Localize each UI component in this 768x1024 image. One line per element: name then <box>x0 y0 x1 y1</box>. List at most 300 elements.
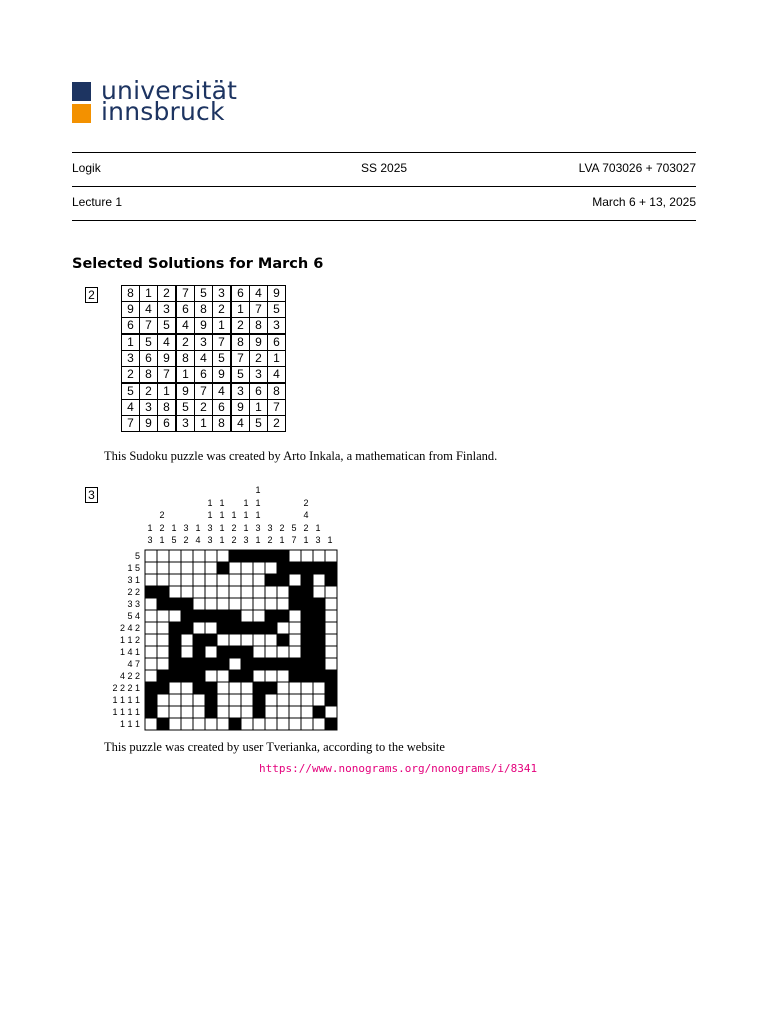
lecture-label: Lecture 1 <box>72 195 123 209</box>
nonogram-cell-filled <box>289 670 301 682</box>
course-name: Logik <box>72 161 101 175</box>
nonogram-cell-empty <box>145 634 157 646</box>
nonogram-cell-empty <box>205 574 217 586</box>
logo-text-line1: universität <box>101 76 238 105</box>
nonogram-cell-filled <box>253 706 265 718</box>
nonogram-cell-empty <box>145 598 157 610</box>
nonogram-cell-empty <box>289 610 301 622</box>
nonogram-cell-filled <box>193 670 205 682</box>
column-clue: 1 <box>147 522 153 533</box>
sudoku-cell: 9 <box>195 318 213 335</box>
sudoku-cell: 1 <box>268 351 286 367</box>
column-clue: 1 <box>219 522 225 533</box>
column-clue: 1 <box>159 535 165 545</box>
nonogram-cell-empty <box>289 718 301 730</box>
row-clue: 4 7 <box>127 659 140 669</box>
nonogram-cell-empty <box>229 694 241 706</box>
nonogram-cell-empty <box>157 550 169 562</box>
sudoku-cell: 8 <box>122 286 140 302</box>
nonogram-cell-empty <box>241 610 253 622</box>
nonogram-cell-empty <box>277 694 289 706</box>
column-clue: 2 <box>159 510 165 520</box>
row-clue: 4 2 2 <box>119 671 140 681</box>
sudoku-caption: This Sudoku puzzle was created by Arto Inkala, a mathematican from Finland. <box>104 449 498 463</box>
nonogram-cell-empty <box>325 610 337 622</box>
nonogram-cell-empty <box>289 646 301 658</box>
sudoku-cell: 7 <box>231 351 250 367</box>
column-clue: 2 <box>267 535 273 545</box>
nonogram-cell-empty <box>325 634 337 646</box>
nonogram-cell-empty <box>217 694 229 706</box>
sudoku-cell: 4 <box>213 383 232 400</box>
nonogram-cell-empty <box>265 598 277 610</box>
nonogram-cell-filled <box>313 658 325 670</box>
nonogram-cell-filled <box>301 562 313 574</box>
nonogram-cell-empty <box>265 670 277 682</box>
sudoku-cell: 1 <box>213 318 232 335</box>
nonogram-cell-empty <box>217 598 229 610</box>
sudoku-cell: 5 <box>231 367 250 384</box>
sudoku-row <box>122 318 286 335</box>
nonogram-cell-empty <box>277 586 289 598</box>
sudoku-cell: 3 <box>140 400 158 416</box>
nonogram-cell-filled <box>241 550 253 562</box>
nonogram-cell-filled <box>325 718 337 730</box>
sudoku-cell: 3 <box>231 383 250 400</box>
sudoku-cell: 7 <box>122 416 140 432</box>
sudoku-cell: 4 <box>195 351 213 367</box>
column-clue: 7 <box>291 535 297 545</box>
nonogram-cell-filled <box>205 694 217 706</box>
nonogram-cell-empty <box>229 706 241 718</box>
row-clue: 2 2 <box>127 587 140 597</box>
column-clue: 1 <box>219 510 225 520</box>
sudoku-cell: 4 <box>140 302 158 318</box>
nonogram-cell-empty <box>157 694 169 706</box>
nonogram-cell-empty <box>241 562 253 574</box>
nonogram-cell-empty <box>241 718 253 730</box>
nonogram-cell-filled <box>145 694 157 706</box>
row-clue: 1 1 1 1 <box>112 707 140 717</box>
nonogram-cell-empty <box>313 550 325 562</box>
nonogram-cell-filled <box>193 610 205 622</box>
nonogram-cell-empty <box>193 694 205 706</box>
nonogram-cell-filled <box>277 634 289 646</box>
nonogram-cell-empty <box>265 706 277 718</box>
nonogram-cell-filled <box>277 610 289 622</box>
nonogram-cell-empty <box>265 562 277 574</box>
nonogram-cell-empty <box>253 634 265 646</box>
nonogram-cell-empty <box>229 658 241 670</box>
nonogram-cell-filled <box>169 634 181 646</box>
nonogram-cell-filled <box>229 550 241 562</box>
nonogram-cell-empty <box>289 694 301 706</box>
nonogram-cell-filled <box>193 646 205 658</box>
nonogram-cell-empty <box>277 622 289 634</box>
nonogram-cell-empty <box>253 670 265 682</box>
sudoku-cell: 1 <box>231 302 250 318</box>
nonogram-cell-empty <box>169 610 181 622</box>
nonogram-cell-empty <box>181 682 193 694</box>
nonogram-cell-empty <box>157 562 169 574</box>
nonogram-cell-filled <box>169 622 181 634</box>
nonogram-cell-empty <box>277 646 289 658</box>
nonogram-cell-empty <box>229 586 241 598</box>
column-clue: 1 <box>279 535 285 545</box>
sudoku-cell: 3 <box>268 318 286 335</box>
sudoku-cell: 8 <box>176 351 195 367</box>
nonogram-cell-empty <box>217 682 229 694</box>
nonogram-cell-empty <box>301 682 313 694</box>
column-clue: 1 <box>243 510 249 520</box>
nonogram-cell-filled <box>229 610 241 622</box>
sudoku-cell: 5 <box>213 351 232 367</box>
nonogram-cell-filled <box>193 634 205 646</box>
sudoku-cell: 4 <box>176 318 195 335</box>
nonogram-cell-empty <box>157 634 169 646</box>
logo-orange-square <box>72 104 91 123</box>
nonogram-cell-filled <box>181 670 193 682</box>
sudoku-cell: 9 <box>250 334 268 351</box>
sudoku-cell: 6 <box>158 416 177 432</box>
nonogram-cell-empty <box>217 718 229 730</box>
sudoku-cell: 3 <box>158 302 177 318</box>
sudoku-cell: 5 <box>140 334 158 351</box>
nonogram-cell-filled <box>301 598 313 610</box>
column-clue: 1 <box>243 522 249 533</box>
sudoku-cell: 9 <box>122 302 140 318</box>
nonogram-cell-filled <box>325 670 337 682</box>
sudoku-cell: 2 <box>268 416 286 432</box>
section-title: Selected Solutions for March 6 <box>72 256 324 272</box>
nonogram-cell-empty <box>277 682 289 694</box>
nonogram-cell-filled <box>241 622 253 634</box>
nonogram-cell-filled <box>181 622 193 634</box>
column-clue: 1 <box>219 497 225 508</box>
nonogram-cell-empty <box>217 550 229 562</box>
sudoku-cell: 2 <box>195 400 213 416</box>
nonogram-cell-empty <box>313 586 325 598</box>
nonogram-cell-filled <box>265 658 277 670</box>
nonogram-cell-empty <box>217 670 229 682</box>
nonogram-cell-filled <box>313 670 325 682</box>
nonogram-cell-filled <box>181 598 193 610</box>
nonogram-cell-empty <box>253 610 265 622</box>
nonogram-cell-empty <box>229 574 241 586</box>
row-clue: 1 1 2 <box>119 635 140 645</box>
nonogram-cell-empty <box>181 634 193 646</box>
column-clue: 3 <box>183 522 189 533</box>
column-clue: 3 <box>255 522 261 533</box>
nonogram-cell-filled <box>289 598 301 610</box>
nonogram-cell-filled <box>145 706 157 718</box>
nonogram-cell-empty <box>289 706 301 718</box>
sudoku-row <box>122 286 286 302</box>
nonogram-cell-filled <box>277 550 289 562</box>
nonogram-cell-filled <box>325 694 337 706</box>
nonogram-cell-empty <box>265 694 277 706</box>
column-clue: 2 <box>159 522 165 533</box>
nonogram-cell-empty <box>229 682 241 694</box>
nonogram-cell-empty <box>205 598 217 610</box>
nonogram-cell-filled <box>277 574 289 586</box>
nonogram-cell-empty <box>181 586 193 598</box>
nonogram-cell-empty <box>313 682 325 694</box>
sudoku-cell: 3 <box>176 416 195 432</box>
nonogram-cell-filled <box>301 634 313 646</box>
sudoku-cell: 1 <box>176 367 195 384</box>
nonogram-cell-empty <box>169 718 181 730</box>
nonogram-cell-filled <box>325 562 337 574</box>
sudoku-cell: 9 <box>231 400 250 416</box>
nonogram-cell-empty <box>277 598 289 610</box>
sudoku-cell: 7 <box>213 334 232 351</box>
sudoku-cell: 6 <box>140 351 158 367</box>
nonogram-cell-filled <box>157 718 169 730</box>
nonogram-cell-empty <box>301 706 313 718</box>
column-clue: 1 <box>255 485 261 495</box>
nonogram-cell-filled <box>289 658 301 670</box>
nonogram-cell-empty <box>325 706 337 718</box>
nonogram-cell-empty <box>169 586 181 598</box>
nonogram-cell-empty <box>265 586 277 598</box>
row-clue: 3 1 <box>127 575 140 585</box>
nonogram-cell-filled <box>301 574 313 586</box>
nonogram-cell-empty <box>217 574 229 586</box>
sudoku-cell: 2 <box>250 351 268 367</box>
sudoku-cell: 6 <box>213 400 232 416</box>
exercise-2-number: 2 <box>85 287 98 303</box>
nonogram-cell-filled <box>301 658 313 670</box>
nonogram-cell-filled <box>229 718 241 730</box>
header-rule-bottom <box>72 220 696 221</box>
nonogram-cell-empty <box>157 574 169 586</box>
column-clue: 1 <box>243 497 249 508</box>
row-clue: 1 5 <box>127 563 140 573</box>
nonogram-cell-filled <box>313 706 325 718</box>
nonogram-cell-empty <box>193 550 205 562</box>
nonogram-cell-empty <box>181 694 193 706</box>
nonogram-cell-empty <box>169 706 181 718</box>
nonogram-cell-empty <box>193 718 205 730</box>
sudoku-cell: 8 <box>158 400 177 416</box>
column-clue: 3 <box>243 535 249 545</box>
column-clue: 1 <box>255 510 261 520</box>
nonogram-cell-filled <box>301 610 313 622</box>
nonogram-cell-filled <box>301 646 313 658</box>
sudoku-cell: 3 <box>122 351 140 367</box>
row-clue: 1 1 1 1 <box>112 695 140 705</box>
nonogram-cell-filled <box>253 622 265 634</box>
nonogram-cell-empty <box>301 694 313 706</box>
column-clue: 3 <box>267 522 273 533</box>
nonogram-cell-filled <box>289 586 301 598</box>
nonogram-cell-filled <box>301 622 313 634</box>
nonogram-cell-empty <box>325 550 337 562</box>
nonogram-cell-empty <box>193 598 205 610</box>
column-clue: 3 <box>147 535 153 545</box>
nonogram-cell-empty <box>193 622 205 634</box>
nonogram-cell-empty <box>205 586 217 598</box>
sudoku-grid <box>121 285 286 432</box>
nonogram-cell-filled <box>265 610 277 622</box>
nonogram-cell-empty <box>325 586 337 598</box>
nonogram-caption: This puzzle was created by user Tverianka, according to the website <box>104 740 445 754</box>
nonogram-cell-filled <box>265 682 277 694</box>
nonogram-cell-empty <box>265 718 277 730</box>
sudoku-cell: 5 <box>195 286 213 302</box>
nonogram-cell-filled <box>241 646 253 658</box>
nonogram-cell-filled <box>169 598 181 610</box>
nonogram-cell-filled <box>313 562 325 574</box>
nonogram-cell-empty <box>205 550 217 562</box>
nonogram-cell-filled <box>205 610 217 622</box>
nonogram-cell-filled <box>217 622 229 634</box>
sudoku-cell: 9 <box>176 383 195 400</box>
sudoku-cell: 2 <box>122 367 140 384</box>
nonogram-cell-filled <box>205 634 217 646</box>
nonogram-cell-empty <box>193 706 205 718</box>
sudoku-cell: 5 <box>158 318 177 335</box>
nonogram-cell-filled <box>253 682 265 694</box>
nonogram-cell-empty <box>181 646 193 658</box>
nonogram-cell-filled <box>181 658 193 670</box>
column-clue: 3 <box>207 522 213 533</box>
nonogram-cell-filled <box>229 646 241 658</box>
nonogram-cell-empty <box>217 706 229 718</box>
sudoku-cell: 1 <box>158 383 177 400</box>
sudoku-cell: 1 <box>122 334 140 351</box>
nonogram-cell-empty <box>277 706 289 718</box>
row-clue: 3 3 <box>127 599 140 609</box>
nonogram-cell-filled <box>277 562 289 574</box>
sudoku-cell: 1 <box>140 286 158 302</box>
nonogram-cell-filled <box>265 574 277 586</box>
nonogram-cell-empty <box>205 646 217 658</box>
sudoku-row <box>122 416 286 432</box>
sudoku-cell: 8 <box>250 318 268 335</box>
header-rule-top <box>72 152 696 153</box>
nonogram-cell-empty <box>301 550 313 562</box>
nonogram-cell-empty <box>181 550 193 562</box>
sudoku-cell: 3 <box>195 334 213 351</box>
sudoku-cell: 5 <box>176 400 195 416</box>
nonogram-source-link[interactable]: https://www.nonograms.org/nonograms/i/8341 <box>259 762 538 775</box>
column-clue: 2 <box>279 522 285 533</box>
nonogram-cell-empty <box>169 682 181 694</box>
column-clue: 2 <box>231 535 237 545</box>
nonogram-cell-empty <box>145 622 157 634</box>
exercise-3-number: 3 <box>85 487 98 503</box>
column-clue: 1 <box>219 535 225 545</box>
nonogram-cell-filled <box>253 694 265 706</box>
header-rule-middle <box>72 186 696 187</box>
nonogram-cell-filled <box>169 658 181 670</box>
nonogram-cell-filled <box>205 658 217 670</box>
sudoku-cell: 9 <box>158 351 177 367</box>
nonogram-cell-filled <box>241 658 253 670</box>
term: SS 2025 <box>361 161 408 175</box>
nonogram-cell-empty <box>181 706 193 718</box>
column-clue: 1 <box>255 535 261 545</box>
sudoku-cell: 5 <box>122 383 140 400</box>
nonogram-cell-empty <box>145 610 157 622</box>
column-clue: 1 <box>171 522 177 533</box>
column-clue: 1 <box>231 510 237 520</box>
nonogram-cell-empty <box>241 706 253 718</box>
nonogram-cell-filled <box>253 658 265 670</box>
nonogram-cell-filled <box>169 670 181 682</box>
nonogram-cell-empty <box>205 718 217 730</box>
nonogram-cell-empty <box>205 562 217 574</box>
nonogram-cell-empty <box>313 694 325 706</box>
nonogram-cell-empty <box>325 598 337 610</box>
sudoku-cell: 8 <box>140 367 158 384</box>
sudoku-cell: 9 <box>140 416 158 432</box>
sudoku-cell: 9 <box>213 367 232 384</box>
column-clue: 5 <box>291 522 297 533</box>
nonogram-cell-filled <box>157 670 169 682</box>
nonogram-cell-empty <box>205 670 217 682</box>
nonogram-cell-empty <box>145 718 157 730</box>
sudoku-cell: 4 <box>231 416 250 432</box>
nonogram-cell-filled <box>289 562 301 574</box>
sudoku-cell: 2 <box>140 383 158 400</box>
nonogram-cell-filled <box>241 670 253 682</box>
nonogram-cell-filled <box>157 598 169 610</box>
sudoku-cell: 5 <box>250 416 268 432</box>
lva-number: LVA 703026 + 703027 <box>578 161 696 175</box>
nonogram-cell-empty <box>217 586 229 598</box>
row-clue: 1 1 1 <box>119 719 140 729</box>
nonogram-cell-empty <box>277 670 289 682</box>
nonogram-cell-empty <box>157 658 169 670</box>
column-clue: 1 <box>195 522 201 533</box>
nonogram-cell-filled <box>145 682 157 694</box>
sudoku-cell: 2 <box>231 318 250 335</box>
column-clue: 1 <box>255 497 261 508</box>
sudoku-cell: 4 <box>250 286 268 302</box>
nonogram-cell-empty <box>289 634 301 646</box>
nonogram-cell-empty <box>145 550 157 562</box>
nonogram-cell-filled <box>157 682 169 694</box>
nonogram-cell-filled <box>301 586 313 598</box>
nonogram-cell-filled <box>277 658 289 670</box>
nonogram-cell-filled <box>193 682 205 694</box>
nonogram-cell-empty <box>253 598 265 610</box>
sudoku-cell: 4 <box>268 367 286 384</box>
row-clue: 5 <box>134 551 140 561</box>
nonogram-cell-empty <box>229 598 241 610</box>
sudoku-cell: 2 <box>176 334 195 351</box>
nonogram-cell-empty <box>145 562 157 574</box>
nonogram-cell-empty <box>217 634 229 646</box>
row-clue: 2 4 2 <box>119 623 140 633</box>
nonogram-cell-empty <box>181 562 193 574</box>
nonogram-cell-empty <box>241 574 253 586</box>
sudoku-cell: 6 <box>122 318 140 335</box>
sudoku-row <box>122 302 286 318</box>
sudoku-cell: 6 <box>231 286 250 302</box>
nonogram-cell-filled <box>217 610 229 622</box>
row-clue: 2 2 2 1 <box>112 683 140 693</box>
sudoku-cell: 5 <box>268 302 286 318</box>
nonogram-grid <box>144 549 338 733</box>
nonogram-cell-empty <box>253 718 265 730</box>
nonogram-cell-empty <box>169 550 181 562</box>
sudoku-cell: 7 <box>176 286 195 302</box>
sudoku-row <box>122 383 286 400</box>
